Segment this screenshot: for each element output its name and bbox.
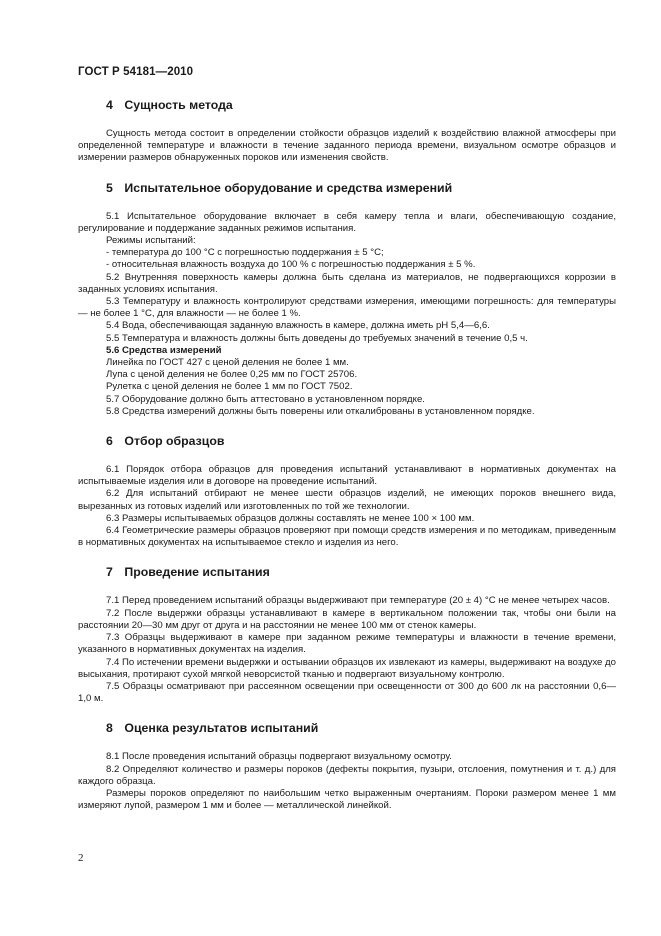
section-number: 6 (106, 434, 113, 449)
section-8-heading (78, 721, 616, 735)
paragraph: 7.5 Образцы осматривают при рассеянном освещении при освещенности от 300 до 600 лк на расстоянии 0,6—1,0 м. (78, 680, 616, 705)
paragraph: Линейка по ГОСТ 427 с ценой деления не более 1 мм. (106, 357, 349, 369)
paragraph: 5.1 Испытательное оборудование включает в себя камеру тепла и влаги, обеспечивающую создание, регулирование и поддержание заданных режимов испытания. (78, 210, 616, 234)
section-number: 7 (106, 565, 113, 580)
section-title: Сущность метода (124, 98, 233, 112)
section-title: Оценка результатов испытаний (124, 721, 319, 736)
paragraph: 5.5 Температура и влажность должны быть доведены до требуемых значений в течение 0,5 ч. (106, 332, 528, 344)
paragraph: 8.2 Определяют количество и размеры пороков (дефекты покрытия, пузыри, отслоения, помутнения и т. д.) для каждого образца. (78, 763, 616, 787)
paragraph: 7.4 По истечении времени выдержки и остывании образцов их извлекают из камеры, выдерживают на воздухе до высыхания, протирают сухой мягкой неворсистой тканью и подвергают визуальному контролю. (78, 656, 616, 680)
paragraph: 5.2 Внутренняя поверхность камеры должна быть сделана из материалов, не подвергающихся коррозии в заданных условиях испытания. (78, 271, 616, 295)
paragraph: Размеры пороков определяют по наибольшим четко выраженным очертаниям. Пороки размером менее 1 мм измеряют лупой, размером 1 мм и более — металлической линейкой. (78, 787, 616, 812)
section-title: Проведение испытания (124, 565, 270, 580)
standard-header: ГОСТ Р 54181—2010 (78, 66, 194, 78)
paragraph: 5.4 Вода, обеспечивающая заданную влажность в камере, должна иметь рН 5,4—6,6. (106, 320, 490, 332)
paragraph: Сущность метода состоит в определении стойкости образцов изделий к воздействию влажной атмосферы при определенной температуре и влажности в течение заданного периода времени, визуальном осмотре образцов и измерении размеров обнаруженных пороков или изменения свойств. (78, 128, 616, 164)
section-number: 5 (106, 180, 113, 195)
paragraph: Режимы испытаний: (106, 235, 196, 247)
subsection-heading: 5.6 Средства измерений (106, 344, 222, 356)
section-title: Отбор образцов (124, 434, 225, 449)
section-6-heading (78, 434, 616, 448)
paragraph: 7.2 После выдержки образцы устанавливают в камере в вертикальном положении так, чтобы они были на расстоянии 20—30 мм друг от друга и на расстоянии не менее 100 мм от стенок камеры. (78, 607, 616, 631)
paragraph: Лупа с ценой деления не более 0,25 мм по ГОСТ 25706. (106, 369, 358, 381)
paragraph: 7.3 Образцы выдерживают в камере при заданном режиме температуры и влажности в течение времени, указанного в нормативных документах на изделия. (78, 632, 616, 656)
list-item: - относительная влажность воздуха до 100 % с погрешностью поддержания ± 5 %. (106, 259, 476, 271)
section-title: Испытательное оборудование и средства измерений (124, 180, 453, 195)
section-5-heading (78, 181, 616, 195)
paragraph: Рулетка с ценой деления не более 1 мм по ГОСТ 7502. (106, 381, 353, 393)
section-7-heading (78, 565, 616, 579)
section-number: 8 (106, 721, 113, 736)
list-item: - температура до 100 °С с погрешностью поддержания ± 5 °С; (106, 247, 384, 259)
page-number: 2 (78, 852, 84, 864)
paragraph: 5.8 Средства измерений должны быть поверены или откалиброваны в установленном порядке. (106, 405, 535, 417)
paragraph: 6.3 Размеры испытываемых образцов должны составлять не менее 100 × 100 мм. (106, 512, 475, 524)
section-4-heading (78, 98, 616, 112)
paragraph: 5.3 Температуру и влажность контролируют средствами измерения, имеющими погрешность: для температуры — не более 1 °С, для влажности — не более 1 %. (78, 296, 616, 320)
paragraph: 6.4 Геометрические размеры образцов проверяют при помощи средств измерения и по методикам, приведенным в нормативных документах на испытываемое стекло и изделия из него. (78, 525, 616, 549)
paragraph: 7.1 Перед проведением испытаний образцы выдерживают при температуре (20 ± 4) °С не менее четырех часов. (106, 595, 610, 607)
document-body (78, 92, 616, 812)
paragraph: 6.1 Порядок отбора образцов для проведения испытаний устанавливают в нормативных документах на испытываемые изделия или в договоре на проведение испытаний. (78, 464, 616, 488)
paragraph: 5.7 Оборудование должно быть аттестовано в установленном порядке. (106, 393, 425, 405)
paragraph: 8.1 После проведения испытаний образцы подвергают визуальному осмотру. (106, 751, 452, 763)
paragraph: 6.2 Для испытаний отбирают не менее шести образцов изделий, не имеющих пороков внешнего вида, вырезанных из готовых изделий или изготовленных по той же технологии. (78, 488, 616, 512)
section-number: 4 (106, 98, 113, 112)
